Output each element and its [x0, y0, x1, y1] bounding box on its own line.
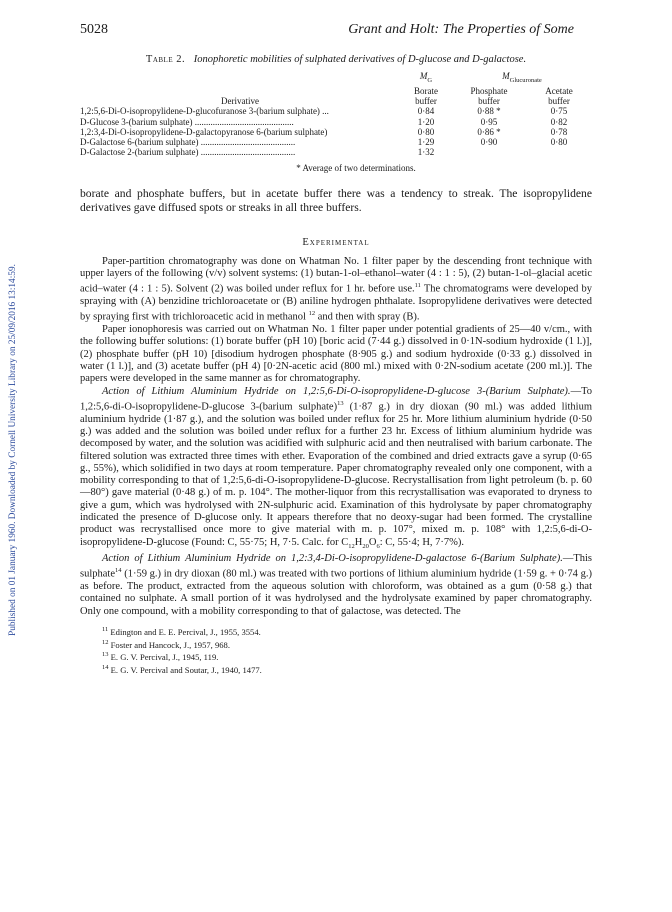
row-derivative: D-Galactose 2-(barium sulphate) .......................................... [80, 147, 296, 158]
paragraph-glucose-reduction: Action of Lithium Aluminium Hydride on 1,2:5,6-Di-O-isopropylidene-D-glucose 3-(Barium Sulphate).—To 1,2:5,6-di-O-isopropylidene-D-glucose 3-(barium sulphate)$^{13}$ (1·87 g.) in dry dioxan (90 ml.) was added lithium aluminium hydride (1·87 g.), and the solution was boiled under reflux for 25 hr. More lithium aluminium hydride (0·50 g.) was added and the solution was boiled under reflux for a further 23 hr. Excess of lithium aluminium hydride was decomposed by water, and the solution was acidified with sulphuric acid and then neutralised with barium carbonate. The filtered solution was extracted three times with ether. Evaporation of the combined and dried extracts gave a syrup (0·65 g., 55%), which solidified in two days at room temperature. Paper chromatography revealed only one component, with a mobility corresponding to that of 1,2:5,6-di-O-isopropylidene-D-glucose. Recrystallisation from light petroleum (b. p. 60—80°) gave material (0·48 g.) of m. p. 104°. The mother-liquor from this recrystallisation was evaporated to dryness to give a gum, which was hydrolysed with 2N-sulphuric acid. Examination of this hydrolysate by paper chromatography indicated the presence of D-glucose only. It appears therefore that no deoxy-sugar had been formed. The crystalline product was recrystallised once more to give material with m. p. 107°, mixed m. p. 108° with 1,2:5,6-di-O-isopropylidene-D-glucose (Found: C, 55·75; H, 7·5. Calc. for $C_{12}H_{20}O_6$: C, 55·4; H, 7·7%). [80, 385, 593, 550]
header-phosphate: Phosphate [470, 86, 508, 96]
page-number: 5028 [80, 22, 108, 37]
table-title: Ionophoretic mobilities of sulphated derivatives of D-glucose and D-galactose. [193, 54, 527, 65]
header-borate: Borate [414, 86, 438, 96]
footnote-item: $^{14}$ E. G. V. Percival and Soutar, J., 1940, 1477. [102, 663, 262, 675]
row-acetate: 0·78 [550, 126, 568, 137]
header-acetate: Acetate [545, 86, 573, 96]
table-caption [80, 54, 592, 65]
section-heading: Experimental [302, 236, 370, 248]
row-borate: 1·32 [417, 147, 435, 158]
table-row [80, 137, 592, 147]
header-phosphate-buffer: buffer [478, 96, 500, 107]
table-row [80, 106, 592, 116]
row-borate: 1·20 [417, 116, 435, 127]
table-row [80, 127, 592, 137]
header-mg: $M_G$ [419, 71, 433, 84]
row-acetate: 0·75 [550, 106, 568, 117]
row-borate: 1·29 [417, 137, 435, 148]
table-subheader-2 [80, 96, 592, 106]
row-derivative: D-Glucose 3-(barium sulphate) ............................................ [80, 116, 294, 127]
header-derivative: Derivative [221, 96, 259, 107]
row-phosphate: 0·86 * [477, 126, 501, 137]
footnote-item: $^{13}$ E. G. V. Percival, J., 1945, 119. [102, 651, 219, 663]
mobility-table [80, 71, 592, 157]
table-label: Table 2. [145, 54, 186, 65]
header-borate-buffer: buffer [415, 96, 437, 107]
row-phosphate: 0·88 * [477, 106, 501, 117]
paragraph-ionophoresis: Paper ionophoresis was carried out on Whatman No. 1 filter paper under potential gradients of 25—40 v/cm., with the following buffer solutions: (1) borate buffer (pH 10) [boric acid (7·44 g.) dissolved in 0·1N-sodium hydroxide (1 l.)], (2) phosphate buffer (pH 10) [disodium hydrogen phosphate (8·905 g.) and sodium hydroxide (0·33 g.) dissolved in water (1 l.)], and (3) acetate buffer (pH 4) [0·2N-acetic acid (800 ml.) mixed with 0·2N-sodium acetate (200 ml.)]. The papers were developed in the same manner as for chromatography. [80, 324, 592, 385]
row-derivative: 1,2:3,4-Di-O-isopropylidene-D-galactopyranose 6-(barium sulphate) [80, 126, 328, 137]
footnote-item: $^{11}$ Edington and E. E. Percival, J., 1955, 3554. [102, 626, 261, 637]
table-row [80, 117, 592, 127]
row-derivative: 1,2:5,6-Di-O-isopropylidene-D-glucofuranose 3-(barium sulphate) ... [80, 106, 329, 117]
row-borate: 0·84 [417, 106, 435, 117]
lead-paragraph: borate and phosphate buffers, but in acetate buffer there was a tendency to streak. The isopropylidene derivatives gave diffused spots or streaks in all three buffers. [80, 187, 592, 215]
paragraph-chromatography: Paper-partition chromatography was done on Whatman No. 1 filter paper by the descending front technique with upper layers of the following (v/v) solvent systems: (1) butan-1-ol–ethanol–water (4 : 1 : 5), (2) butan-1-ol–glacial acetic acid–water (4 : 1 : 5). Solvent (2) was boiled under reflux for 1 hr. before use.$^{11}$ The chromatograms were developed by spraying with (A) benzidine trichloroacetate or (B) aniline hydrogen phthalate. Isopropylidene derivatives were detected by spraying first with trichloroacetic acid in methanol $^{12}$ and then with spray (B). [80, 255, 592, 323]
subsection-title: Action of Lithium Aluminium Hydride on 1,2:5,6-Di-O-isopropylidene-D-glucose 3-(Barium Sulphate). [102, 385, 571, 397]
row-phosphate [452, 147, 526, 157]
table-group-header [80, 71, 592, 86]
header-acetate-buffer: buffer [548, 96, 570, 107]
subsection-title: Action of Lithium Aluminium Hydride on 1,2:3,4-Di-O-isopropylidene-D-galactose 6-(Barium Sulphate). [102, 553, 563, 565]
row-acetate: 0·80 [550, 137, 568, 148]
table-row [80, 147, 592, 157]
running-title: Grant and Holt: The Properties of Some [348, 22, 574, 37]
row-derivative: D-Galactose 6-(barium sulphate) .......................................... [80, 137, 296, 148]
paragraph-galactose-reduction: Action of Lithium Aluminium Hydride on 1,2:3,4-Di-O-isopropylidene-D-galactose 6-(Barium Sulphate).—This sulphate$^{14}$ (1·59 g.) in dry dioxan (80 ml.) was treated with two portions of lithium aluminium hydride (1·59 g. + 0·74 g.) as before. The product, extracted from the aqueous solution with chloroform, was obtained as a gum (0·58 g.) that contained no sulphate. A small portion of it was hydrolysed and the hydrolysate examined by paper chromatography. Only one compound, with a mobility corresponding to that of galactose, was detected. The [80, 553, 592, 617]
provenance-sidebar [2, 140, 24, 760]
row-acetate: 0·82 [550, 116, 568, 127]
journal-page [80, 22, 592, 676]
provenance-text: Published on 01 January 1960. Downloaded by Cornell University Library on 25/09/2016 13:14:59. [8, 264, 18, 636]
footnote-item: $^{12}$ Foster and Hancock, J., 1957, 968. [102, 638, 230, 650]
table-subheader-1 [80, 86, 592, 96]
footnotes [80, 625, 592, 676]
header-mglucuronate: $M_{Glucuronate}$ [502, 71, 542, 84]
row-phosphate: 0·90 [480, 137, 498, 148]
row-borate: 0·80 [417, 126, 435, 137]
row-acetate [526, 147, 592, 157]
row-phosphate: 0·95 [480, 116, 498, 127]
page-header [80, 22, 592, 46]
table-footnote: * Average of two determinations. [296, 163, 416, 174]
